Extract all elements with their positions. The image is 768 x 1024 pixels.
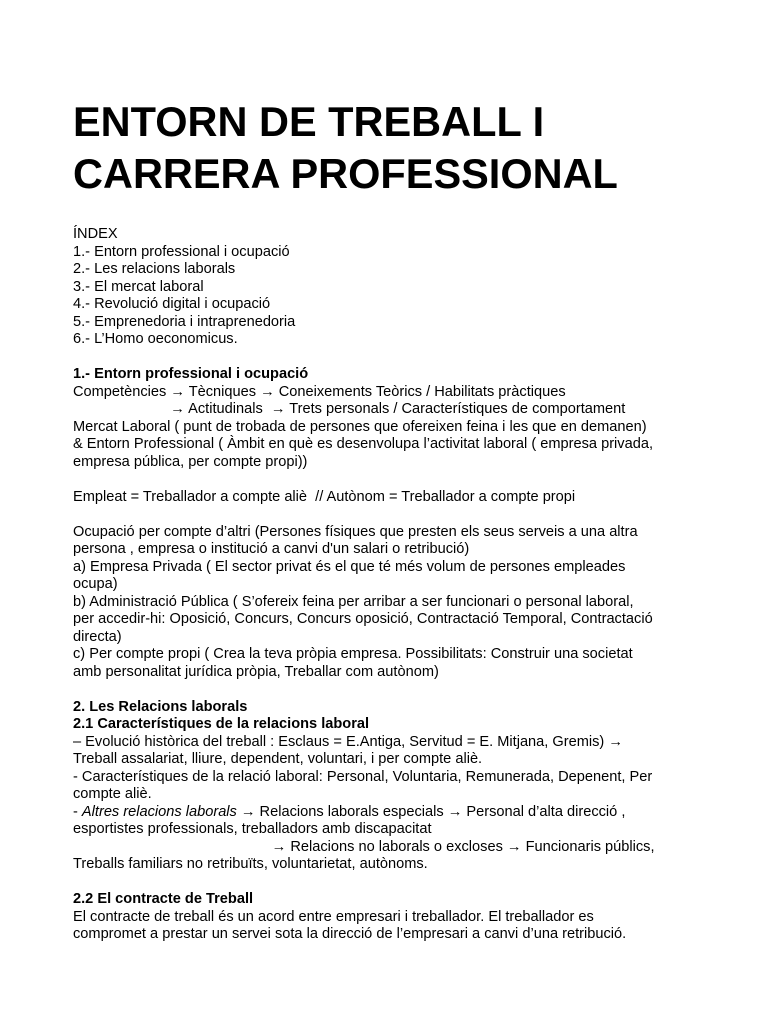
paragraph-line: a) Empresa Privada ( El sector privat és el que té més volum de persones empleades	[73, 558, 626, 575]
index-item: 6.- L’Homo oeconomicus.	[73, 331, 238, 347]
paragraph-line: → Relacions no laborals o excloses → Funcionaris públics,	[73, 838, 655, 855]
spacer	[73, 471, 713, 489]
italic-term: Altres relacions laborals	[81, 803, 237, 820]
document-title	[73, 96, 713, 200]
paragraph-line: ocupa)	[73, 576, 118, 592]
paragraph-line: compte aliè.	[73, 786, 152, 802]
paragraph-line: persona , empresa o institució a canvi d'un salari o retribució)	[73, 541, 470, 557]
paragraph-line: Treballs familiars no retribuïts, voluntarietat, autònoms.	[73, 856, 428, 872]
section-heading: 1.- Entorn professional i ocupació	[73, 366, 309, 382]
paragraph-line: amb personalitat jurídica pròpia, Treballar com autònom)	[73, 663, 439, 680]
title-line-1: ENTORN DE TREBALL I	[73, 98, 545, 145]
spacer	[73, 681, 713, 699]
paragraph-line: El contracte de treball és un acord entre empresari i treballador. El treballador es	[73, 908, 594, 925]
text-rest: → Relacions laborals especials → Personal d’alta direcció ,	[236, 803, 626, 820]
spacer	[73, 506, 713, 524]
index-item: 3.- El mercat laboral	[73, 278, 204, 295]
index-heading: ÍNDEX	[73, 226, 118, 242]
spacer	[73, 874, 713, 892]
paragraph-line: – Evolució històrica del treball : Esclaus = E.Antiga, Servitud = E. Mitjana, Gremis) →	[73, 733, 623, 750]
paragraph-line: & Entorn Professional ( Àmbit en què es desenvolupa l’activitat laboral ( empresa privada,	[73, 436, 654, 452]
index-item: 1.- Entorn professional i ocupació	[73, 243, 290, 260]
paragraph-line: Mercat Laboral ( punt de trobada de persones que ofereixen feina i les que en demanen)	[73, 418, 647, 435]
paragraph-line: Competències → Tècniques → Coneixements Teòrics / Habilitats pràctiques	[73, 383, 566, 400]
subsection-heading: 2.1 Característiques de la relacions laboral	[73, 716, 370, 732]
paragraph-line: → Actitudinals → Trets personals / Característiques de comportament	[73, 401, 626, 417]
paragraph-line: per accedir-hi: Oposició, Concurs, Concurs oposició, Contractació Temporal, Contractació	[73, 611, 653, 627]
text-prefix: -	[73, 803, 82, 820]
document-page	[73, 96, 713, 944]
title-line-2: CARRERA PROFESSIONAL	[73, 150, 618, 197]
paragraph-line: - Característiques de la relació laboral: Personal, Voluntaria, Remunerada, Depenent, Per	[73, 768, 653, 785]
section-1	[73, 366, 713, 681]
index-item: 2.- Les relacions laborals	[73, 261, 236, 277]
spacer	[73, 349, 713, 367]
paragraph-line: empresa pública, per compte propi))	[73, 453, 308, 470]
paragraph-line: b) Administració Pública ( S’ofereix feina per arribar a ser funcionari o personal laboral,	[73, 593, 634, 610]
paragraph-line: Empleat = Treballador a compte aliè // Autònom = Treballador a compte propi	[73, 488, 576, 505]
paragraph-line: c) Per compte propi ( Crea la teva pròpia empresa. Possibilitats: Construir una societat	[73, 646, 633, 662]
index-item: 4.- Revolució digital i ocupació	[73, 296, 271, 312]
document-body	[73, 226, 713, 944]
paragraph-line: Treball assalariat, lliure, dependent, voluntari, i per compte aliè.	[73, 751, 483, 767]
section-heading: 2. Les Relacions laborals	[73, 698, 248, 715]
paragraph-line: esportistes professionals, treballadors amb discapacitat	[73, 821, 432, 837]
paragraph-line: Ocupació per compte d’altri (Persones físiques que presten els seus serveis a una altra	[73, 523, 638, 540]
paragraph-line	[73, 804, 713, 822]
paragraph-line: directa)	[73, 628, 122, 645]
section-2	[73, 699, 713, 944]
index-item: 5.- Emprenedoria i intraprenedoria	[73, 313, 296, 330]
index-section	[73, 226, 713, 349]
subsection-heading: 2.2 El contracte de Treball	[73, 891, 254, 907]
paragraph-line: compromet a prestar un servei sota la direcció de l’empresari a canvi d’una retribució.	[73, 926, 627, 942]
